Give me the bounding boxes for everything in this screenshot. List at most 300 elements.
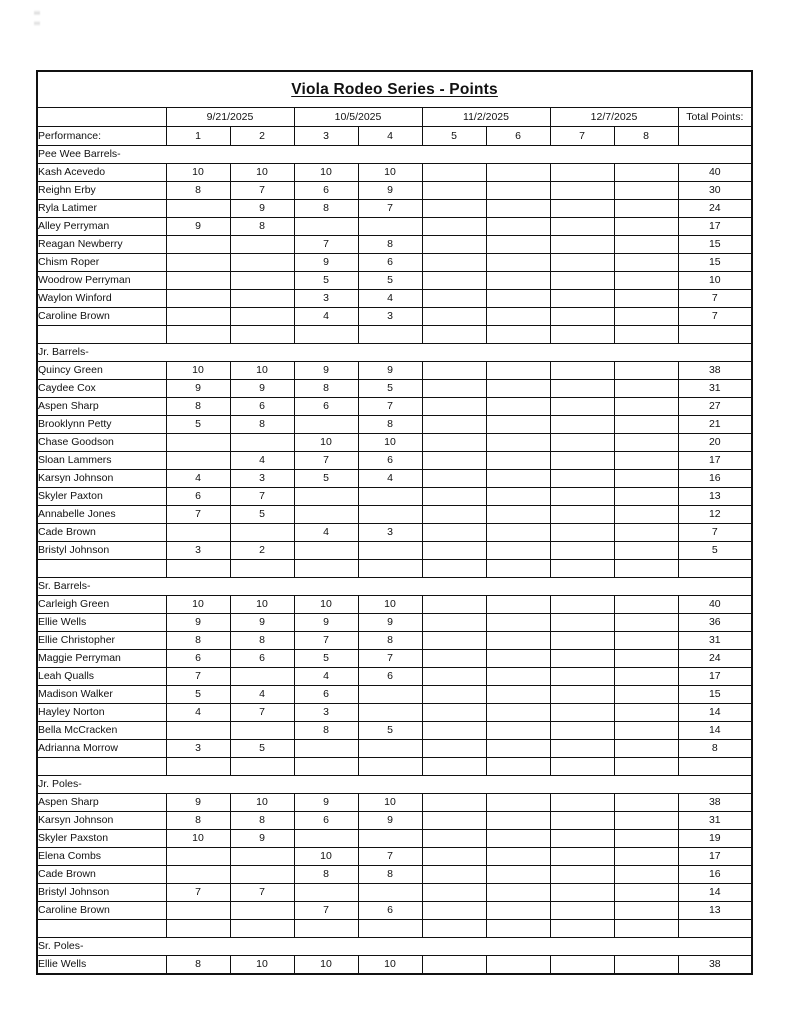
score-cell-perf-6[interactable] xyxy=(486,362,550,380)
score-cell-perf-6[interactable] xyxy=(486,416,550,434)
score-cell-perf-1[interactable]: 8 xyxy=(166,632,230,650)
score-cell-perf-7[interactable] xyxy=(550,794,614,812)
score-cell-perf-1[interactable] xyxy=(166,254,230,272)
score-cell-perf-7[interactable] xyxy=(550,866,614,884)
score-cell-perf-1[interactable]: 7 xyxy=(166,506,230,524)
score-cell-perf-4[interactable]: 6 xyxy=(358,452,422,470)
score-cell-perf-3[interactable]: 9 xyxy=(294,794,358,812)
score-cell-perf-4[interactable]: 5 xyxy=(358,272,422,290)
score-cell-perf-4[interactable]: 10 xyxy=(358,164,422,182)
score-cell-perf-7[interactable] xyxy=(550,182,614,200)
score-cell-perf-7[interactable] xyxy=(550,380,614,398)
score-cell-perf-3[interactable]: 6 xyxy=(294,686,358,704)
score-cell-perf-7[interactable] xyxy=(550,236,614,254)
score-cell-perf-7[interactable] xyxy=(550,524,614,542)
score-cell-perf-7[interactable] xyxy=(550,488,614,506)
score-cell-perf-1[interactable]: 7 xyxy=(166,668,230,686)
score-cell-perf-6[interactable] xyxy=(486,380,550,398)
score-cell-perf-2[interactable]: 5 xyxy=(230,740,294,758)
score-cell-perf-8[interactable] xyxy=(614,200,678,218)
table-row[interactable] xyxy=(37,848,752,866)
score-cell-perf-5[interactable] xyxy=(422,290,486,308)
score-cell-perf-1[interactable] xyxy=(166,434,230,452)
score-cell-perf-1[interactable]: 3 xyxy=(166,542,230,560)
score-cell-perf-5[interactable] xyxy=(422,830,486,848)
score-cell-perf-7[interactable] xyxy=(550,200,614,218)
score-cell-perf-7[interactable] xyxy=(550,830,614,848)
score-cell-perf-8[interactable] xyxy=(614,956,678,975)
score-cell-perf-8[interactable] xyxy=(614,542,678,560)
score-cell-perf-5[interactable] xyxy=(422,164,486,182)
score-cell-perf-8[interactable] xyxy=(614,812,678,830)
score-cell-perf-1[interactable]: 7 xyxy=(166,884,230,902)
score-cell-perf-3[interactable] xyxy=(294,542,358,560)
score-cell-perf-2[interactable]: 8 xyxy=(230,416,294,434)
score-cell-perf-2[interactable] xyxy=(230,272,294,290)
score-cell-perf-1[interactable]: 10 xyxy=(166,830,230,848)
score-cell-perf-2[interactable] xyxy=(230,848,294,866)
score-cell-perf-7[interactable] xyxy=(550,812,614,830)
score-cell-perf-2[interactable]: 7 xyxy=(230,884,294,902)
score-cell-perf-1[interactable]: 6 xyxy=(166,488,230,506)
score-cell-perf-5[interactable] xyxy=(422,236,486,254)
score-cell-perf-2[interactable]: 7 xyxy=(230,488,294,506)
score-cell-perf-4[interactable]: 8 xyxy=(358,236,422,254)
table-row[interactable] xyxy=(37,722,752,740)
score-cell-perf-5[interactable] xyxy=(422,902,486,920)
score-cell-perf-5[interactable] xyxy=(422,398,486,416)
score-cell-perf-3[interactable] xyxy=(294,218,358,236)
score-cell-perf-2[interactable] xyxy=(230,866,294,884)
score-cell-perf-3[interactable]: 6 xyxy=(294,398,358,416)
score-cell-perf-6[interactable] xyxy=(486,506,550,524)
score-cell-perf-7[interactable] xyxy=(550,434,614,452)
table-row[interactable] xyxy=(37,398,752,416)
score-cell-perf-2[interactable]: 8 xyxy=(230,812,294,830)
score-cell-perf-4[interactable]: 9 xyxy=(358,182,422,200)
score-cell-perf-2[interactable]: 9 xyxy=(230,200,294,218)
table-row[interactable] xyxy=(37,236,752,254)
score-cell-perf-5[interactable] xyxy=(422,434,486,452)
score-cell-perf-7[interactable] xyxy=(550,470,614,488)
score-cell-perf-4[interactable] xyxy=(358,542,422,560)
score-cell-perf-1[interactable] xyxy=(166,200,230,218)
score-cell-perf-8[interactable] xyxy=(614,290,678,308)
score-cell-perf-8[interactable] xyxy=(614,470,678,488)
score-cell-perf-6[interactable] xyxy=(486,614,550,632)
table-row[interactable] xyxy=(37,866,752,884)
score-cell-perf-2[interactable]: 10 xyxy=(230,956,294,975)
score-cell-perf-4[interactable] xyxy=(358,218,422,236)
score-cell-perf-1[interactable] xyxy=(166,866,230,884)
score-cell-perf-5[interactable] xyxy=(422,470,486,488)
score-cell-perf-3[interactable]: 6 xyxy=(294,182,358,200)
score-cell-perf-3[interactable]: 3 xyxy=(294,704,358,722)
score-cell-perf-6[interactable] xyxy=(486,290,550,308)
score-cell-perf-7[interactable] xyxy=(550,362,614,380)
score-cell-perf-5[interactable] xyxy=(422,416,486,434)
score-cell-perf-4[interactable]: 6 xyxy=(358,254,422,272)
score-cell-perf-1[interactable]: 9 xyxy=(166,380,230,398)
score-cell-perf-4[interactable]: 8 xyxy=(358,632,422,650)
table-row[interactable] xyxy=(37,488,752,506)
score-cell-perf-2[interactable]: 2 xyxy=(230,542,294,560)
score-cell-perf-7[interactable] xyxy=(550,902,614,920)
score-cell-perf-6[interactable] xyxy=(486,200,550,218)
score-cell-perf-7[interactable] xyxy=(550,884,614,902)
score-cell-perf-5[interactable] xyxy=(422,704,486,722)
score-cell-perf-4[interactable] xyxy=(358,506,422,524)
score-cell-perf-7[interactable] xyxy=(550,722,614,740)
score-cell-perf-5[interactable] xyxy=(422,362,486,380)
score-cell-perf-2[interactable]: 10 xyxy=(230,596,294,614)
score-cell-perf-5[interactable] xyxy=(422,650,486,668)
score-cell-perf-6[interactable] xyxy=(486,398,550,416)
score-cell-perf-8[interactable] xyxy=(614,596,678,614)
score-cell-perf-8[interactable] xyxy=(614,668,678,686)
table-row[interactable] xyxy=(37,740,752,758)
score-cell-perf-6[interactable] xyxy=(486,848,550,866)
score-cell-perf-1[interactable] xyxy=(166,308,230,326)
score-cell-perf-4[interactable]: 9 xyxy=(358,362,422,380)
score-cell-perf-4[interactable]: 8 xyxy=(358,866,422,884)
score-cell-perf-8[interactable] xyxy=(614,380,678,398)
score-cell-perf-8[interactable] xyxy=(614,848,678,866)
score-cell-perf-6[interactable] xyxy=(486,740,550,758)
score-cell-perf-2[interactable] xyxy=(230,722,294,740)
score-cell-perf-5[interactable] xyxy=(422,488,486,506)
score-cell-perf-6[interactable] xyxy=(486,434,550,452)
score-cell-perf-8[interactable] xyxy=(614,164,678,182)
score-cell-perf-8[interactable] xyxy=(614,866,678,884)
table-row[interactable] xyxy=(37,380,752,398)
table-row[interactable] xyxy=(37,614,752,632)
score-cell-perf-2[interactable] xyxy=(230,254,294,272)
table-row[interactable] xyxy=(37,362,752,380)
score-cell-perf-6[interactable] xyxy=(486,686,550,704)
score-cell-perf-2[interactable]: 4 xyxy=(230,686,294,704)
table-row[interactable] xyxy=(37,290,752,308)
score-cell-perf-5[interactable] xyxy=(422,668,486,686)
score-cell-perf-6[interactable] xyxy=(486,524,550,542)
score-cell-perf-6[interactable] xyxy=(486,704,550,722)
score-cell-perf-8[interactable] xyxy=(614,182,678,200)
score-cell-perf-6[interactable] xyxy=(486,884,550,902)
score-cell-perf-3[interactable] xyxy=(294,416,358,434)
score-cell-perf-7[interactable] xyxy=(550,416,614,434)
score-cell-perf-3[interactable] xyxy=(294,830,358,848)
table-row[interactable] xyxy=(37,596,752,614)
score-cell-perf-1[interactable] xyxy=(166,290,230,308)
score-cell-perf-1[interactable] xyxy=(166,272,230,290)
score-cell-perf-7[interactable] xyxy=(550,272,614,290)
score-cell-perf-6[interactable] xyxy=(486,218,550,236)
score-cell-perf-1[interactable]: 8 xyxy=(166,398,230,416)
score-cell-perf-7[interactable] xyxy=(550,164,614,182)
score-cell-perf-6[interactable] xyxy=(486,794,550,812)
score-cell-perf-2[interactable]: 9 xyxy=(230,830,294,848)
table-row[interactable] xyxy=(37,812,752,830)
score-cell-perf-1[interactable] xyxy=(166,722,230,740)
score-cell-perf-6[interactable] xyxy=(486,902,550,920)
table-row[interactable] xyxy=(37,218,752,236)
table-row[interactable] xyxy=(37,902,752,920)
table-row[interactable] xyxy=(37,416,752,434)
score-cell-perf-1[interactable]: 5 xyxy=(166,416,230,434)
score-cell-perf-7[interactable] xyxy=(550,218,614,236)
score-cell-perf-1[interactable]: 6 xyxy=(166,650,230,668)
score-cell-perf-7[interactable] xyxy=(550,632,614,650)
score-cell-perf-7[interactable] xyxy=(550,956,614,975)
score-cell-perf-1[interactable]: 8 xyxy=(166,182,230,200)
table-row[interactable] xyxy=(37,668,752,686)
score-cell-perf-6[interactable] xyxy=(486,164,550,182)
score-cell-perf-1[interactable]: 9 xyxy=(166,794,230,812)
score-cell-perf-2[interactable]: 10 xyxy=(230,362,294,380)
score-cell-perf-8[interactable] xyxy=(614,218,678,236)
score-cell-perf-5[interactable] xyxy=(422,524,486,542)
score-cell-perf-8[interactable] xyxy=(614,830,678,848)
score-cell-perf-5[interactable] xyxy=(422,956,486,975)
score-cell-perf-8[interactable] xyxy=(614,236,678,254)
score-cell-perf-3[interactable]: 7 xyxy=(294,632,358,650)
score-cell-perf-2[interactable] xyxy=(230,308,294,326)
score-cell-perf-3[interactable]: 5 xyxy=(294,650,358,668)
score-cell-perf-4[interactable]: 4 xyxy=(358,470,422,488)
score-cell-perf-3[interactable]: 9 xyxy=(294,254,358,272)
table-row[interactable] xyxy=(37,956,752,975)
score-cell-perf-3[interactable]: 4 xyxy=(294,308,358,326)
table-row[interactable] xyxy=(37,182,752,200)
score-cell-perf-1[interactable]: 9 xyxy=(166,218,230,236)
score-cell-perf-8[interactable] xyxy=(614,308,678,326)
score-cell-perf-4[interactable] xyxy=(358,830,422,848)
score-cell-perf-2[interactable]: 3 xyxy=(230,470,294,488)
score-cell-perf-8[interactable] xyxy=(614,416,678,434)
score-cell-perf-3[interactable]: 8 xyxy=(294,866,358,884)
score-cell-perf-6[interactable] xyxy=(486,488,550,506)
score-cell-perf-3[interactable]: 8 xyxy=(294,200,358,218)
score-cell-perf-6[interactable] xyxy=(486,308,550,326)
table-row[interactable] xyxy=(37,200,752,218)
score-cell-perf-7[interactable] xyxy=(550,668,614,686)
score-cell-perf-3[interactable]: 5 xyxy=(294,272,358,290)
score-cell-perf-5[interactable] xyxy=(422,812,486,830)
score-cell-perf-2[interactable] xyxy=(230,668,294,686)
score-cell-perf-1[interactable] xyxy=(166,524,230,542)
score-cell-perf-5[interactable] xyxy=(422,740,486,758)
score-cell-perf-7[interactable] xyxy=(550,596,614,614)
score-cell-perf-1[interactable]: 8 xyxy=(166,812,230,830)
score-cell-perf-3[interactable]: 9 xyxy=(294,614,358,632)
score-cell-perf-5[interactable] xyxy=(422,848,486,866)
score-cell-perf-6[interactable] xyxy=(486,272,550,290)
score-cell-perf-2[interactable] xyxy=(230,524,294,542)
score-cell-perf-4[interactable]: 10 xyxy=(358,794,422,812)
score-cell-perf-3[interactable]: 6 xyxy=(294,812,358,830)
score-cell-perf-4[interactable] xyxy=(358,686,422,704)
score-cell-perf-5[interactable] xyxy=(422,632,486,650)
score-cell-perf-4[interactable] xyxy=(358,488,422,506)
score-cell-perf-4[interactable]: 8 xyxy=(358,416,422,434)
table-row[interactable] xyxy=(37,704,752,722)
score-cell-perf-6[interactable] xyxy=(486,452,550,470)
table-row[interactable] xyxy=(37,452,752,470)
score-cell-perf-1[interactable] xyxy=(166,236,230,254)
table-row[interactable] xyxy=(37,650,752,668)
score-cell-perf-2[interactable]: 5 xyxy=(230,506,294,524)
score-cell-perf-5[interactable] xyxy=(422,308,486,326)
score-cell-perf-5[interactable] xyxy=(422,884,486,902)
score-cell-perf-6[interactable] xyxy=(486,830,550,848)
score-cell-perf-6[interactable] xyxy=(486,182,550,200)
score-cell-perf-3[interactable]: 3 xyxy=(294,290,358,308)
table-row[interactable] xyxy=(37,884,752,902)
table-row[interactable] xyxy=(37,164,752,182)
score-cell-perf-3[interactable]: 7 xyxy=(294,902,358,920)
score-cell-perf-3[interactable] xyxy=(294,506,358,524)
score-cell-perf-8[interactable] xyxy=(614,272,678,290)
score-cell-perf-5[interactable] xyxy=(422,614,486,632)
score-cell-perf-7[interactable] xyxy=(550,542,614,560)
score-cell-perf-4[interactable]: 9 xyxy=(358,614,422,632)
score-cell-perf-5[interactable] xyxy=(422,686,486,704)
score-cell-perf-3[interactable]: 10 xyxy=(294,164,358,182)
score-cell-perf-2[interactable]: 6 xyxy=(230,398,294,416)
score-cell-perf-5[interactable] xyxy=(422,200,486,218)
score-cell-perf-3[interactable]: 10 xyxy=(294,596,358,614)
score-cell-perf-4[interactable]: 4 xyxy=(358,290,422,308)
score-cell-perf-7[interactable] xyxy=(550,650,614,668)
score-cell-perf-8[interactable] xyxy=(614,794,678,812)
score-cell-perf-4[interactable]: 6 xyxy=(358,902,422,920)
score-cell-perf-6[interactable] xyxy=(486,668,550,686)
score-cell-perf-6[interactable] xyxy=(486,236,550,254)
score-cell-perf-4[interactable]: 3 xyxy=(358,524,422,542)
score-cell-perf-4[interactable]: 7 xyxy=(358,650,422,668)
score-cell-perf-7[interactable] xyxy=(550,308,614,326)
score-cell-perf-5[interactable] xyxy=(422,254,486,272)
table-row[interactable] xyxy=(37,632,752,650)
score-cell-perf-8[interactable] xyxy=(614,524,678,542)
score-cell-perf-5[interactable] xyxy=(422,272,486,290)
score-cell-perf-6[interactable] xyxy=(486,650,550,668)
table-row[interactable] xyxy=(37,794,752,812)
score-cell-perf-4[interactable]: 7 xyxy=(358,398,422,416)
score-cell-perf-3[interactable]: 10 xyxy=(294,956,358,975)
score-cell-perf-2[interactable] xyxy=(230,290,294,308)
score-cell-perf-1[interactable]: 10 xyxy=(166,164,230,182)
score-cell-perf-4[interactable]: 10 xyxy=(358,434,422,452)
score-cell-perf-8[interactable] xyxy=(614,506,678,524)
table-row[interactable] xyxy=(37,254,752,272)
score-cell-perf-4[interactable] xyxy=(358,884,422,902)
score-cell-perf-5[interactable] xyxy=(422,452,486,470)
score-cell-perf-1[interactable]: 4 xyxy=(166,470,230,488)
score-cell-perf-3[interactable]: 7 xyxy=(294,236,358,254)
score-cell-perf-8[interactable] xyxy=(614,452,678,470)
score-cell-perf-8[interactable] xyxy=(614,488,678,506)
score-cell-perf-7[interactable] xyxy=(550,398,614,416)
score-cell-perf-1[interactable]: 10 xyxy=(166,362,230,380)
score-cell-perf-7[interactable] xyxy=(550,740,614,758)
table-row[interactable] xyxy=(37,542,752,560)
score-cell-perf-8[interactable] xyxy=(614,722,678,740)
score-cell-perf-8[interactable] xyxy=(614,632,678,650)
score-cell-perf-2[interactable]: 8 xyxy=(230,632,294,650)
score-cell-perf-3[interactable]: 4 xyxy=(294,524,358,542)
table-row[interactable] xyxy=(37,830,752,848)
score-cell-perf-4[interactable]: 7 xyxy=(358,200,422,218)
score-cell-perf-6[interactable] xyxy=(486,812,550,830)
score-cell-perf-4[interactable] xyxy=(358,740,422,758)
score-cell-perf-5[interactable] xyxy=(422,182,486,200)
score-cell-perf-3[interactable]: 10 xyxy=(294,434,358,452)
score-cell-perf-3[interactable]: 8 xyxy=(294,722,358,740)
score-cell-perf-2[interactable]: 4 xyxy=(230,452,294,470)
score-cell-perf-4[interactable]: 9 xyxy=(358,812,422,830)
score-cell-perf-1[interactable]: 10 xyxy=(166,596,230,614)
table-row[interactable] xyxy=(37,524,752,542)
score-cell-perf-7[interactable] xyxy=(550,686,614,704)
table-row[interactable] xyxy=(37,506,752,524)
score-cell-perf-1[interactable] xyxy=(166,452,230,470)
score-cell-perf-6[interactable] xyxy=(486,254,550,272)
score-cell-perf-2[interactable]: 6 xyxy=(230,650,294,668)
score-cell-perf-5[interactable] xyxy=(422,722,486,740)
score-cell-perf-2[interactable]: 7 xyxy=(230,182,294,200)
score-cell-perf-3[interactable]: 7 xyxy=(294,452,358,470)
score-cell-perf-4[interactable]: 3 xyxy=(358,308,422,326)
score-cell-perf-6[interactable] xyxy=(486,542,550,560)
score-cell-perf-7[interactable] xyxy=(550,848,614,866)
score-cell-perf-1[interactable] xyxy=(166,848,230,866)
score-cell-perf-2[interactable]: 8 xyxy=(230,218,294,236)
score-cell-perf-5[interactable] xyxy=(422,794,486,812)
score-cell-perf-6[interactable] xyxy=(486,470,550,488)
score-cell-perf-3[interactable]: 8 xyxy=(294,380,358,398)
score-cell-perf-8[interactable] xyxy=(614,254,678,272)
score-cell-perf-2[interactable]: 10 xyxy=(230,794,294,812)
score-cell-perf-7[interactable] xyxy=(550,290,614,308)
score-cell-perf-5[interactable] xyxy=(422,866,486,884)
score-cell-perf-2[interactable]: 9 xyxy=(230,614,294,632)
score-cell-perf-6[interactable] xyxy=(486,722,550,740)
score-cell-perf-3[interactable] xyxy=(294,884,358,902)
score-cell-perf-3[interactable]: 10 xyxy=(294,848,358,866)
score-cell-perf-5[interactable] xyxy=(422,542,486,560)
score-cell-perf-2[interactable]: 10 xyxy=(230,164,294,182)
score-cell-perf-7[interactable] xyxy=(550,452,614,470)
score-cell-perf-8[interactable] xyxy=(614,650,678,668)
score-cell-perf-3[interactable] xyxy=(294,740,358,758)
score-cell-perf-3[interactable]: 5 xyxy=(294,470,358,488)
score-cell-perf-4[interactable]: 10 xyxy=(358,956,422,975)
score-cell-perf-7[interactable] xyxy=(550,506,614,524)
score-cell-perf-2[interactable]: 9 xyxy=(230,380,294,398)
table-row[interactable] xyxy=(37,434,752,452)
score-cell-perf-1[interactable]: 9 xyxy=(166,614,230,632)
score-cell-perf-8[interactable] xyxy=(614,434,678,452)
score-cell-perf-8[interactable] xyxy=(614,704,678,722)
score-cell-perf-3[interactable] xyxy=(294,488,358,506)
score-cell-perf-2[interactable] xyxy=(230,434,294,452)
score-cell-perf-5[interactable] xyxy=(422,380,486,398)
table-row[interactable] xyxy=(37,308,752,326)
score-cell-perf-8[interactable] xyxy=(614,686,678,704)
score-cell-perf-4[interactable]: 7 xyxy=(358,848,422,866)
score-cell-perf-4[interactable]: 5 xyxy=(358,380,422,398)
